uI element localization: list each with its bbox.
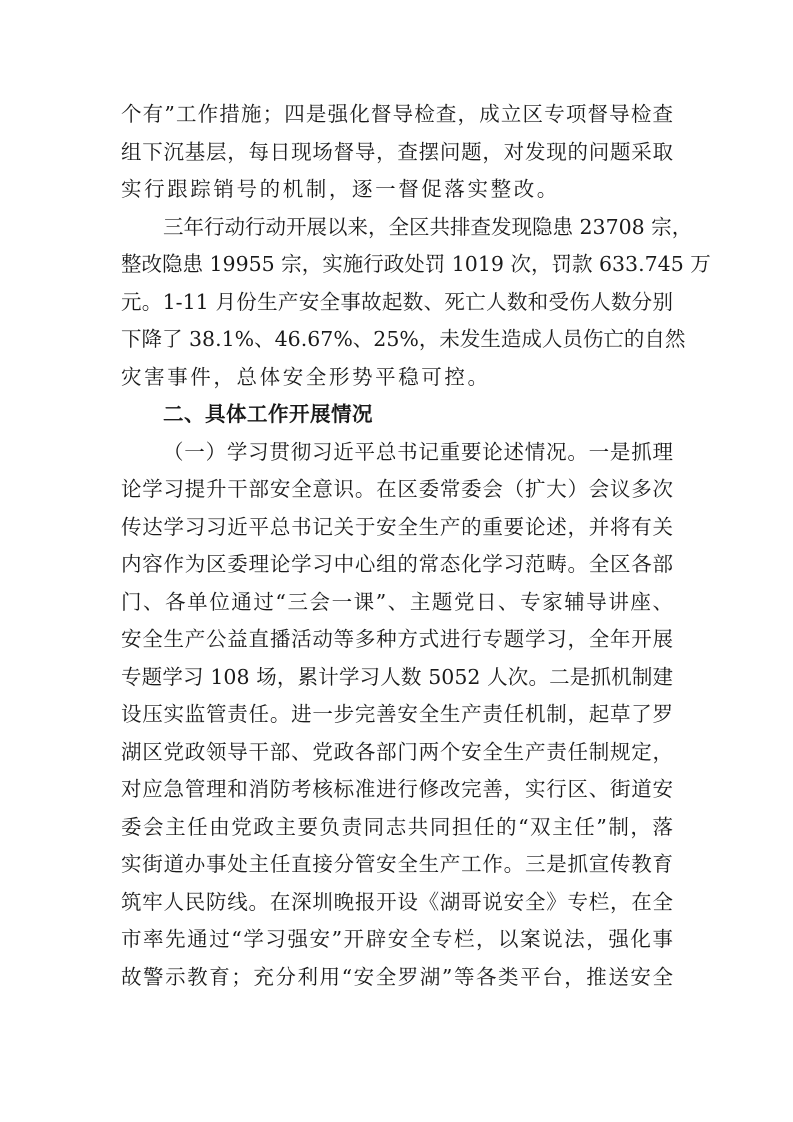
text-line: 实行跟踪销号的机制，逐一督促落实整改。: [121, 177, 560, 201]
text-line: 设压实监管责任。进一步完善安全生产责任机制，起草了罗: [121, 702, 673, 726]
text-line: 论学习提升干部安全意识。在区委常委会（扩大）会议多次: [121, 477, 673, 501]
text-line: 安全生产公益直播活动等多种方式进行专题学习，全年开展: [121, 627, 673, 651]
text-line: 实街道办事处主任直接分管安全生产工作。三是抓宣传教育: [121, 852, 673, 876]
subsection-first-line: （一）学习贯彻习近平总书记重要论述情况。一是抓理: [163, 439, 673, 464]
text-line: 灾害事件，总体安全形势平稳可控。: [121, 364, 491, 389]
text-line: 整改隐患 19955 宗，实施行政处罚 1019 次，罚款 633.745 万: [121, 252, 711, 276]
text-line: 故警示教育；充分利用“安全罗湖”等各类平台，推送安全: [121, 964, 673, 989]
text-line: 专题学习 108 场，累计学习人数 5052 人次。二是抓机制建: [121, 664, 673, 689]
section-heading: 二、具体工作开展情况: [163, 402, 373, 426]
paragraph-first-line: 三年行动行动开展以来，全区共排查发现隐患 23708 宗，: [163, 214, 693, 239]
text-line: 内容作为区委理论学习中心组的常态化学习范畴。全区各部: [121, 552, 673, 576]
text-line: 个有”工作措施；四是强化督导检查，成立区专项督导检查: [121, 102, 673, 126]
text-line: 对应急管理和消防考核标准进行修改完善，实行区、街道安: [121, 777, 673, 801]
text-line: 组下沉基层，每日现场督导，查摆问题，对发现的问题采取: [121, 139, 673, 164]
text-line: 元。1-11 月份生产安全事故起数、死亡人数和受伤人数分别: [121, 289, 673, 314]
document-body: [121, 96, 711, 996]
text-line: 市率先通过“学习强安”开辟安全专栏，以案说法，强化事: [121, 927, 673, 951]
text-line: 下降了 38.1%、46.67%、25%，未发生造成人员伤亡的自然: [121, 327, 686, 351]
text-line: 筑牢人民防线。在深圳晚报开设《湖哥说安全》专栏，在全: [121, 889, 673, 914]
text-line: 委会主任由党政主要负责同志共同担任的“双主任”制，落: [121, 814, 673, 839]
text-line: 门、各单位通过“三会一课”、主题党日、专家辅导讲座、: [121, 589, 673, 614]
text-line: 传达学习习近平总书记关于安全生产的重要论述，并将有关: [121, 514, 673, 539]
text-line: 湖区党政领导干部、党政各部门两个安全生产责任制规定，: [121, 739, 673, 764]
